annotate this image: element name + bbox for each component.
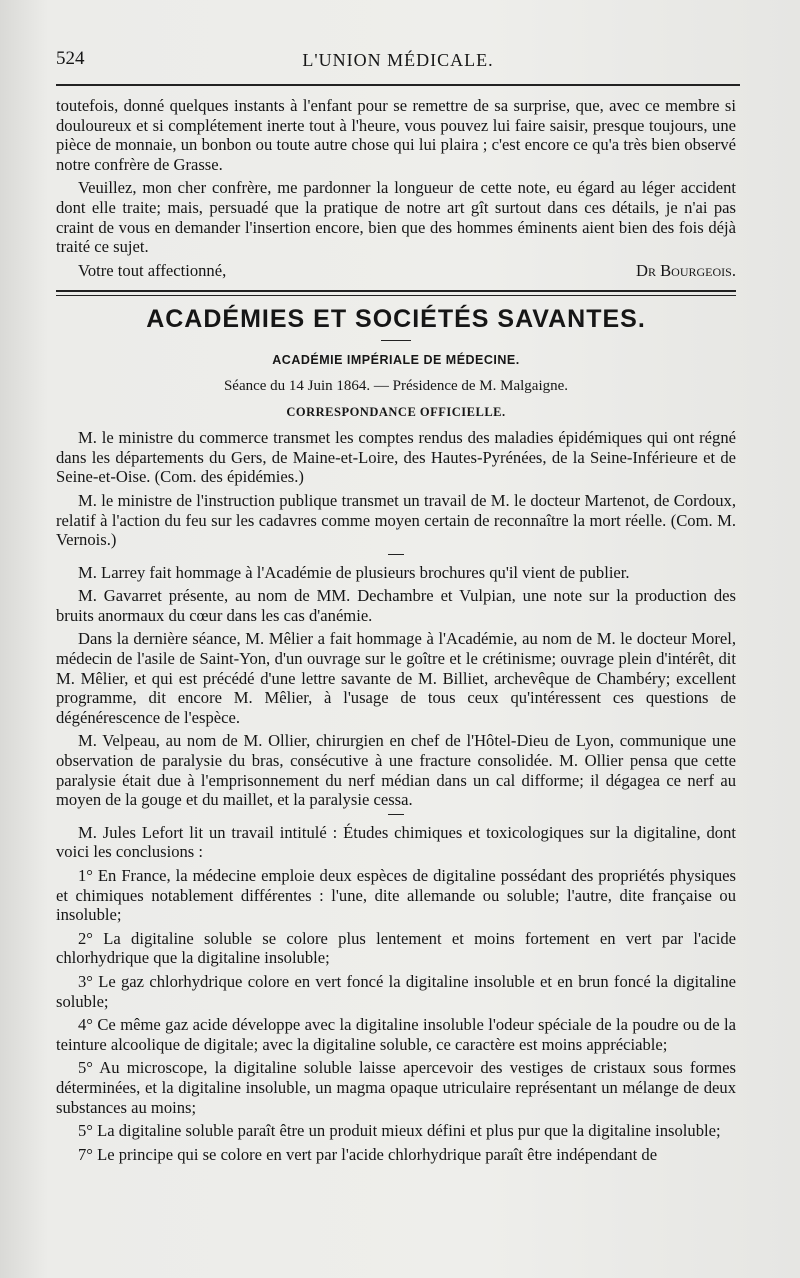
page-number: 524: [56, 48, 85, 69]
conclusion-item: 5° Au microscope, la digitaline soluble laisse apercevoir des vestiges de cristaux sous formes déterminées, et la digitaline insoluble, un magma opaque utriculaire représentant un mélange de deux substances au moins;: [56, 1058, 736, 1117]
minutes-paragraph: M. Larrey fait hommage à l'Académie de plusieurs brochures qu'il vient de publier.: [78, 562, 630, 582]
minutes-paragraph: M. Velpeau, au nom de M. Ollier, chirurgien en chef de l'Hôtel-Dieu de Lyon, communique une observation de paralysie du bras, consécutive à une fracture consolidée. M. Ollier pensa que cette paralysie était due à l'emprisonnement du nerf médian dans un cal difforme; il dégagea ce nerf au moyen de la gouge et du maillet, et la paralysie cessa.: [56, 731, 736, 810]
journal-title: L'UNION MÉDICALE.: [302, 50, 494, 70]
letter-closing: Votre tout affectionné,: [78, 260, 227, 280]
minutes-paragraph: M. Jules Lefort lit un travail intitulé : Études chimiques et toxicologiques sur la digitaline, dont voici les conclusions :: [56, 822, 736, 862]
letter-paragraph: toutefois, donné quelques instants à l'enfant pour se remettre de sa surprise, que, avec ce membre si douloureux et si complétement inerte tout à l'heure, vous pouvez lui faire saisir, presque toujours, une pièce de monnaie, un bonbon ou toute autre chose qui lui plaira ; c'est encore ce qu'a très bien observé notre confrère de Grasse.: [56, 96, 736, 174]
article-body: [56, 96, 736, 1168]
session-line: Séance du 14 Juin 1864. — Présidence de M. Malgaigne.: [223, 377, 569, 394]
letter-signoff: [56, 261, 736, 281]
conclusion-item: 2° La digitaline soluble se colore plus lentement et moins fortement en vert par l'acide chlorhydrique que la digitaline insoluble;: [56, 928, 736, 968]
paragraph-separator: [388, 814, 404, 815]
academy-title: ACADÉMIE IMPÉRIALE DE MÉDECINE.: [272, 353, 520, 368]
minutes-paragraph: Dans la dernière séance, M. Mêlier a fait hommage à l'Académie, au nom de M. le docteur Morel, médecin de l'asile de Saint-Yon, d'un ouvrage sur le goître et le crétinisme; ouvrage plein d'intérêt, dit M. Mêlier, et qui est précédé d'une lettre savante de M. Billiet, archevêque de Chambéry; excellent programme, dit encore M. Mêlier, à l'usage de tous ceux qu'intéressent ces questions de dégénérescence de l'espèce.: [56, 629, 736, 727]
section-divider: [56, 290, 736, 296]
conclusion-item: 1° En France, la médecine emploie deux espèces de digitaline possédant des propriétés physiques et chimiques notablement différentes : l'une, dite allemande ou soluble; l'autre, dite française ou insoluble;: [56, 866, 736, 925]
paragraph-separator: [388, 554, 404, 555]
correspondence-heading: CORRESPONDANCE OFFICIELLE.: [286, 404, 506, 419]
correspondence-paragraph: M. le ministre du commerce transmet les comptes rendus des maladies épidémiques qui ont régné dans les départements du Gers, de Maine-et-Loire, des Hautes-Pyrénées, de la Seine-Inférieure et de Seine-et-Oise. (Com. des épidémies.): [56, 428, 736, 487]
header-rule: [56, 84, 740, 86]
letter-signature: Dr Bourgeois.: [635, 260, 736, 280]
page-header: [56, 48, 740, 78]
section-title: ACADÉMIES ET SOCIÉTÉS SAVANTES.: [146, 305, 646, 334]
conclusion-item: 7° Le principe qui se colore en vert par l'acide chlorhydrique paraît être indépendant de: [78, 1144, 658, 1164]
conclusion-item: 3° Le gaz chlorhydrique colore en vert foncé la digitaline insoluble et en brun foncé la digitaline soluble;: [56, 971, 736, 1011]
correspondence-paragraph: M. le ministre de l'instruction publique transmet un travail de M. le docteur Martenot, de Cordoux, relatif à l'action du feu sur les cadavres comme moyen certain de reconnaître la mort réelle. (Com. M. Vernois.): [56, 490, 736, 550]
title-rule: [381, 340, 411, 341]
letter-paragraph: Veuillez, mon cher confrère, me pardonner la longueur de cette note, eu égard au léger accident dont elle traite; mais, persuadé que la pratique de notre art gît surtout dans ces détails, je n'ai pas craint de vous en demander l'insertion encore, bien que des hommes éminents aient bien des fois déjà traité ce sujet.: [56, 178, 736, 257]
conclusion-item: 4° Ce même gaz acide développe avec la digitaline insoluble l'odeur spéciale de la poudre ou de la teinture alcoolique de digitale; avec la digitaline soluble, ce caractère est moins appréciable;: [56, 1015, 736, 1054]
conclusion-item: 5° La digitaline soluble paraît être un produit mieux défini et plus pur que la digitaline insoluble;: [78, 1121, 721, 1141]
minutes-paragraph: M. Gavarret présente, au nom de MM. Dechambre et Vulpian, une note sur la production des bruits anormaux du cœur dans les cas d'anémie.: [56, 586, 736, 625]
